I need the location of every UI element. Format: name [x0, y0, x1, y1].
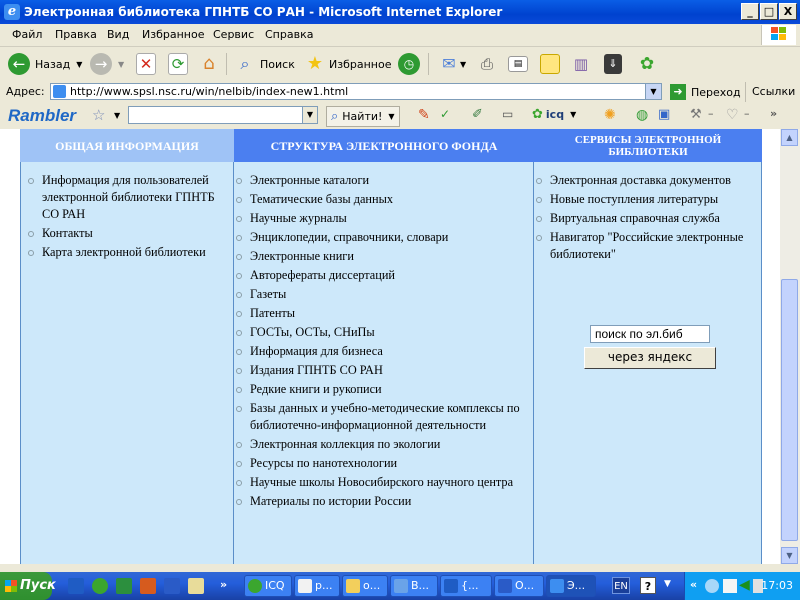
chevron-down-icon[interactable]: ▼	[664, 579, 671, 589]
chevron-down-icon[interactable]: ▼	[645, 84, 661, 99]
list-item[interactable]	[230, 474, 530, 491]
link-thematic-databases[interactable]: Тематические базы данных	[250, 192, 393, 206]
chevron-down-icon[interactable]: ▼	[114, 111, 121, 120]
maximize-button[interactable]: □	[760, 3, 778, 20]
quicklaunch-excel-icon[interactable]	[116, 578, 132, 594]
globe-icon[interactable]: ◍	[636, 107, 649, 123]
more-chevron-icon[interactable]: »	[220, 578, 228, 591]
bullet-icon	[236, 368, 242, 374]
window-titlebar	[0, 0, 800, 24]
quicklaunch-notepad-icon[interactable]	[188, 578, 204, 594]
link-ebooks[interactable]: Электронные книги	[250, 249, 354, 263]
stop-button[interactable]	[136, 52, 156, 76]
task-word[interactable]: О...	[494, 575, 544, 597]
task-book[interactable]: {...	[440, 575, 492, 597]
standard-toolbar	[0, 47, 800, 82]
clock[interactable]: 17:03	[761, 579, 793, 592]
task-ie[interactable]: Э...	[546, 575, 596, 597]
link-rare-books[interactable]: Редкие книги и рукописи	[250, 382, 382, 396]
link-document-delivery[interactable]: Электронная доставка документов	[550, 173, 731, 187]
bullet-icon	[236, 197, 242, 203]
pencil-icon[interactable]: ✐	[472, 107, 483, 122]
scroll-up-icon[interactable]: ▲	[781, 129, 798, 146]
history-icon: ◷	[398, 53, 420, 75]
windows-flag-icon	[5, 580, 17, 592]
window-title: Электронная библиотека ГПНТБ СО РАН - Microsoft Internet Explorer	[24, 5, 503, 19]
start-label: Пуск	[20, 578, 56, 593]
edit-button[interactable]	[508, 52, 528, 76]
research-icon: ▥	[573, 55, 589, 73]
list-item[interactable]	[230, 229, 530, 246]
printer-icon: ⎙	[480, 55, 493, 73]
bullet-icon	[236, 461, 242, 467]
quicklaunch-powerpoint-icon[interactable]	[140, 578, 156, 594]
address-input[interactable]	[50, 83, 662, 100]
address-label: Адрес:	[6, 85, 45, 98]
tray-window-icon[interactable]	[723, 579, 737, 593]
structure-list	[230, 172, 530, 512]
research-button[interactable]	[570, 52, 592, 76]
link-russia-history[interactable]: Материалы по истории России	[250, 494, 412, 508]
messenger-button[interactable]	[604, 52, 622, 76]
menu-bar	[0, 24, 800, 47]
general-info-header: ОБЩАЯ ИНФОРМАЦИЯ	[20, 129, 234, 162]
chevron-down-icon[interactable]: ▼	[460, 59, 467, 69]
highlight-icon[interactable]: ✎	[418, 107, 430, 123]
discuss-button[interactable]	[540, 52, 560, 76]
list-item[interactable]	[230, 493, 530, 510]
links-button[interactable]: Ссылки	[752, 85, 796, 98]
icq-flower-icon: ✿	[639, 54, 655, 74]
list-item[interactable]	[230, 172, 530, 189]
window-icon	[298, 579, 312, 593]
bullet-icon	[536, 178, 542, 184]
bullet-icon	[236, 235, 242, 241]
vertical-scrollbar[interactable]	[780, 129, 800, 564]
home-button[interactable]	[198, 52, 220, 76]
list-item[interactable]	[230, 210, 530, 227]
page-content	[0, 129, 780, 564]
icq-toolbar-button[interactable]	[636, 52, 658, 76]
refresh-icon: ⟳	[168, 53, 188, 75]
minus-icon[interactable]: –	[744, 107, 750, 120]
bullet-icon	[236, 292, 242, 298]
bullet-icon	[236, 480, 242, 486]
list-item[interactable]	[22, 225, 227, 242]
home-icon: ⌂	[203, 53, 215, 74]
list-item[interactable]	[530, 191, 758, 208]
mail-icon: ✉	[442, 54, 456, 73]
forward-button[interactable]	[90, 52, 124, 76]
services-list	[530, 172, 758, 265]
taskbar	[0, 572, 800, 600]
menu-help[interactable]: Справка	[265, 28, 314, 41]
book-icon	[444, 579, 458, 593]
go-button[interactable]	[670, 83, 741, 101]
link-patents[interactable]: Патенты	[250, 306, 296, 320]
list-item[interactable]	[230, 191, 530, 208]
app-icon	[394, 579, 408, 593]
download-icon: ⇓	[604, 54, 622, 74]
bullet-icon	[28, 250, 34, 256]
wrench-icon[interactable]: ⚒	[690, 107, 702, 122]
link-electronic-catalogs[interactable]: Электронные каталоги	[250, 173, 370, 187]
chevron-down-icon[interactable]: ▼	[570, 110, 577, 119]
address-url: http://www.spsl.nsc.ru/win/nelbib/index-new1.html	[70, 85, 349, 98]
start-button[interactable]	[0, 572, 56, 600]
quicklaunch-book-icon[interactable]	[68, 578, 84, 594]
chevron-down-icon[interactable]: ▼	[302, 107, 317, 123]
toolbar-separator	[428, 53, 429, 75]
bullet-icon	[236, 254, 242, 260]
link-nanotech-resources[interactable]: Ресурсы по нанотехнологии	[250, 456, 398, 470]
menu-favorites[interactable]: Избранное	[142, 28, 205, 41]
bullet-icon	[236, 442, 242, 448]
menu-file[interactable]: Файл	[12, 28, 43, 41]
network-icon[interactable]	[705, 579, 719, 593]
menu-edit[interactable]: Правка	[55, 28, 97, 41]
list-item[interactable]	[530, 210, 758, 227]
bullet-icon	[236, 311, 242, 317]
rambler-find-label: Найти!	[342, 110, 383, 123]
link-new-acquisitions[interactable]: Новые поступления литературы	[550, 192, 719, 206]
bullet-icon	[28, 178, 34, 184]
bullet-icon	[236, 273, 242, 279]
rambler-search-input[interactable]	[128, 106, 318, 124]
quicklaunch-word-icon[interactable]	[164, 578, 180, 594]
bullet-icon	[28, 231, 34, 237]
folder-icon	[346, 579, 360, 593]
link-ecology-collection[interactable]: Электронная коллекция по экологии	[250, 437, 441, 451]
spellcheck-icon[interactable]: ✓	[440, 107, 451, 121]
bullet-icon	[536, 197, 542, 203]
address-bar	[0, 81, 800, 104]
list-item[interactable]	[530, 172, 758, 189]
page-icon	[53, 85, 66, 98]
more-chevron-icon[interactable]: »	[770, 107, 778, 120]
magnifier-icon: ⌕	[240, 54, 250, 73]
star-icon[interactable]: ☆	[92, 106, 106, 124]
list-item[interactable]	[230, 381, 530, 398]
system-tray	[684, 572, 800, 600]
link-gpntb-publications[interactable]: Издания ГПНТБ СО РАН	[250, 363, 383, 377]
list-item[interactable]	[22, 172, 227, 223]
history-button[interactable]	[398, 52, 420, 76]
language-indicator[interactable]: EN	[612, 577, 630, 594]
speaker-icon[interactable]: ◀	[739, 577, 750, 593]
tray-expand-icon[interactable]: «	[690, 578, 698, 591]
list-item[interactable]	[230, 343, 530, 360]
list-item[interactable]	[230, 286, 530, 303]
scroll-down-icon[interactable]: ▼	[781, 547, 798, 564]
list-item[interactable]	[230, 248, 530, 265]
bullet-icon	[536, 235, 542, 241]
back-arrow-icon: ←	[8, 53, 30, 75]
scrollbar-thumb[interactable]	[781, 279, 798, 541]
list-item[interactable]	[230, 362, 530, 379]
bullet-icon	[236, 330, 242, 336]
camera-icon[interactable]: ▣	[658, 107, 671, 122]
note-icon	[540, 54, 560, 74]
bullet-icon	[236, 499, 242, 505]
stop-icon: ✕	[136, 53, 156, 75]
link-scientific-schools[interactable]: Научные школы Новосибирского научного центра	[250, 475, 514, 489]
services-header: СЕРВИСЫ ЭЛЕКТРОННОЙ БИБЛИОТЕКИ	[534, 129, 762, 162]
back-label: Назад	[35, 57, 71, 71]
list-item[interactable]	[230, 436, 530, 453]
windows-logo-icon	[761, 25, 796, 45]
search-button[interactable]	[234, 52, 295, 76]
list-item[interactable]	[230, 305, 530, 322]
list-item[interactable]	[230, 455, 530, 472]
link-business-info[interactable]: Информация для бизнеса	[250, 344, 383, 358]
bullet-icon	[536, 216, 542, 222]
ie-icon: e	[4, 4, 20, 20]
bullet-icon	[236, 387, 242, 393]
rambler-logo[interactable]: Rambler	[8, 106, 77, 125]
icq-label: icq	[545, 108, 565, 121]
link-dissertation-abstracts[interactable]: Авторефераты диссертаций	[250, 268, 395, 282]
menu-view[interactable]: Вид	[107, 28, 130, 41]
back-button[interactable]	[8, 52, 82, 76]
link-navigator[interactable]: Навигатор "Российские электронные библиотеки"	[550, 230, 744, 261]
toolbar-separator	[745, 82, 746, 102]
icq-button[interactable]	[532, 107, 576, 122]
forward-arrow-icon: →	[90, 53, 112, 75]
chevron-down-icon[interactable]: ▼	[76, 59, 83, 69]
bullet-icon	[236, 406, 242, 412]
yandex-search-button[interactable]: через яндекс	[584, 347, 716, 369]
structure-header: СТРУКТУРА ЭЛЕКТРОННОГО ФОНДА	[234, 129, 534, 162]
task-icq[interactable]: ICQ	[244, 575, 292, 597]
sun-icon[interactable]: ✺	[604, 107, 616, 123]
favorites-label: Избранное	[329, 57, 392, 71]
link-scientific-journals[interactable]: Научные журналы	[250, 211, 347, 225]
icq-flower-icon	[248, 579, 262, 593]
menu-tools[interactable]: Сервис	[213, 28, 255, 41]
list-item[interactable]	[230, 267, 530, 284]
word-icon	[498, 579, 512, 593]
favorites-button[interactable]	[304, 52, 391, 76]
edit-page-icon: ▤	[508, 56, 528, 72]
list-item[interactable]	[230, 400, 530, 434]
link-newspapers[interactable]: Газеты	[250, 287, 287, 301]
chevron-down-icon[interactable]: ▼	[118, 59, 125, 69]
list-item[interactable]	[530, 229, 758, 263]
task-folder[interactable]: о...	[342, 575, 388, 597]
toolbar-separator	[226, 53, 227, 75]
link-encyclopedias[interactable]: Энциклопедии, справочники, словари	[250, 230, 449, 244]
bullet-icon	[236, 216, 242, 222]
mail-button[interactable]	[438, 52, 466, 76]
rambler-find-button[interactable]	[326, 106, 400, 127]
list-item[interactable]	[230, 324, 530, 341]
link-library-map[interactable]: Карта электронной библиотеки	[42, 245, 206, 259]
link-library-databases[interactable]: Базы данных и учебно-методические комплексы по библиотечно-информационной деятельности	[250, 401, 520, 432]
card-icon[interactable]: ▭	[502, 107, 514, 121]
search-label: Поиск	[260, 57, 295, 71]
status-bar	[0, 564, 800, 572]
go-label: Переход	[691, 85, 741, 99]
minus-icon[interactable]: –	[708, 107, 714, 120]
list-item[interactable]	[22, 244, 227, 261]
rambler-toolbar	[0, 103, 800, 130]
print-button[interactable]	[476, 52, 498, 76]
close-button[interactable]: X	[779, 3, 797, 20]
star-icon: ★	[306, 53, 324, 74]
general-info-list	[22, 172, 227, 263]
bullet-icon	[236, 349, 242, 355]
go-arrow-icon: ➜	[670, 84, 686, 100]
link-standards[interactable]: ГОСТы, ОСТы, СНиПы	[250, 325, 375, 339]
task-app[interactable]: В...	[390, 575, 438, 597]
chevron-down-icon[interactable]: ▼	[388, 112, 395, 121]
quicklaunch-icq-icon[interactable]	[92, 578, 108, 594]
link-user-info[interactable]: Информация для пользователей электронной библиотеки ГПНТБ СО РАН	[42, 173, 215, 221]
help-icon[interactable]: ?	[640, 577, 656, 594]
heart-icon[interactable]: ♡	[726, 107, 739, 123]
site-search-input[interactable]	[590, 325, 710, 343]
bullet-icon	[236, 178, 242, 184]
task-window[interactable]: р...	[294, 575, 340, 597]
link-contacts[interactable]: Контакты	[42, 226, 93, 240]
icq-flower-icon: ✿	[532, 107, 543, 122]
magnifier-icon: ⌕	[331, 109, 339, 124]
refresh-button[interactable]	[168, 52, 188, 76]
minimize-button[interactable]: _	[741, 3, 759, 20]
ie-icon	[550, 579, 564, 593]
link-virtual-reference[interactable]: Виртуальная справочная служба	[550, 211, 720, 225]
